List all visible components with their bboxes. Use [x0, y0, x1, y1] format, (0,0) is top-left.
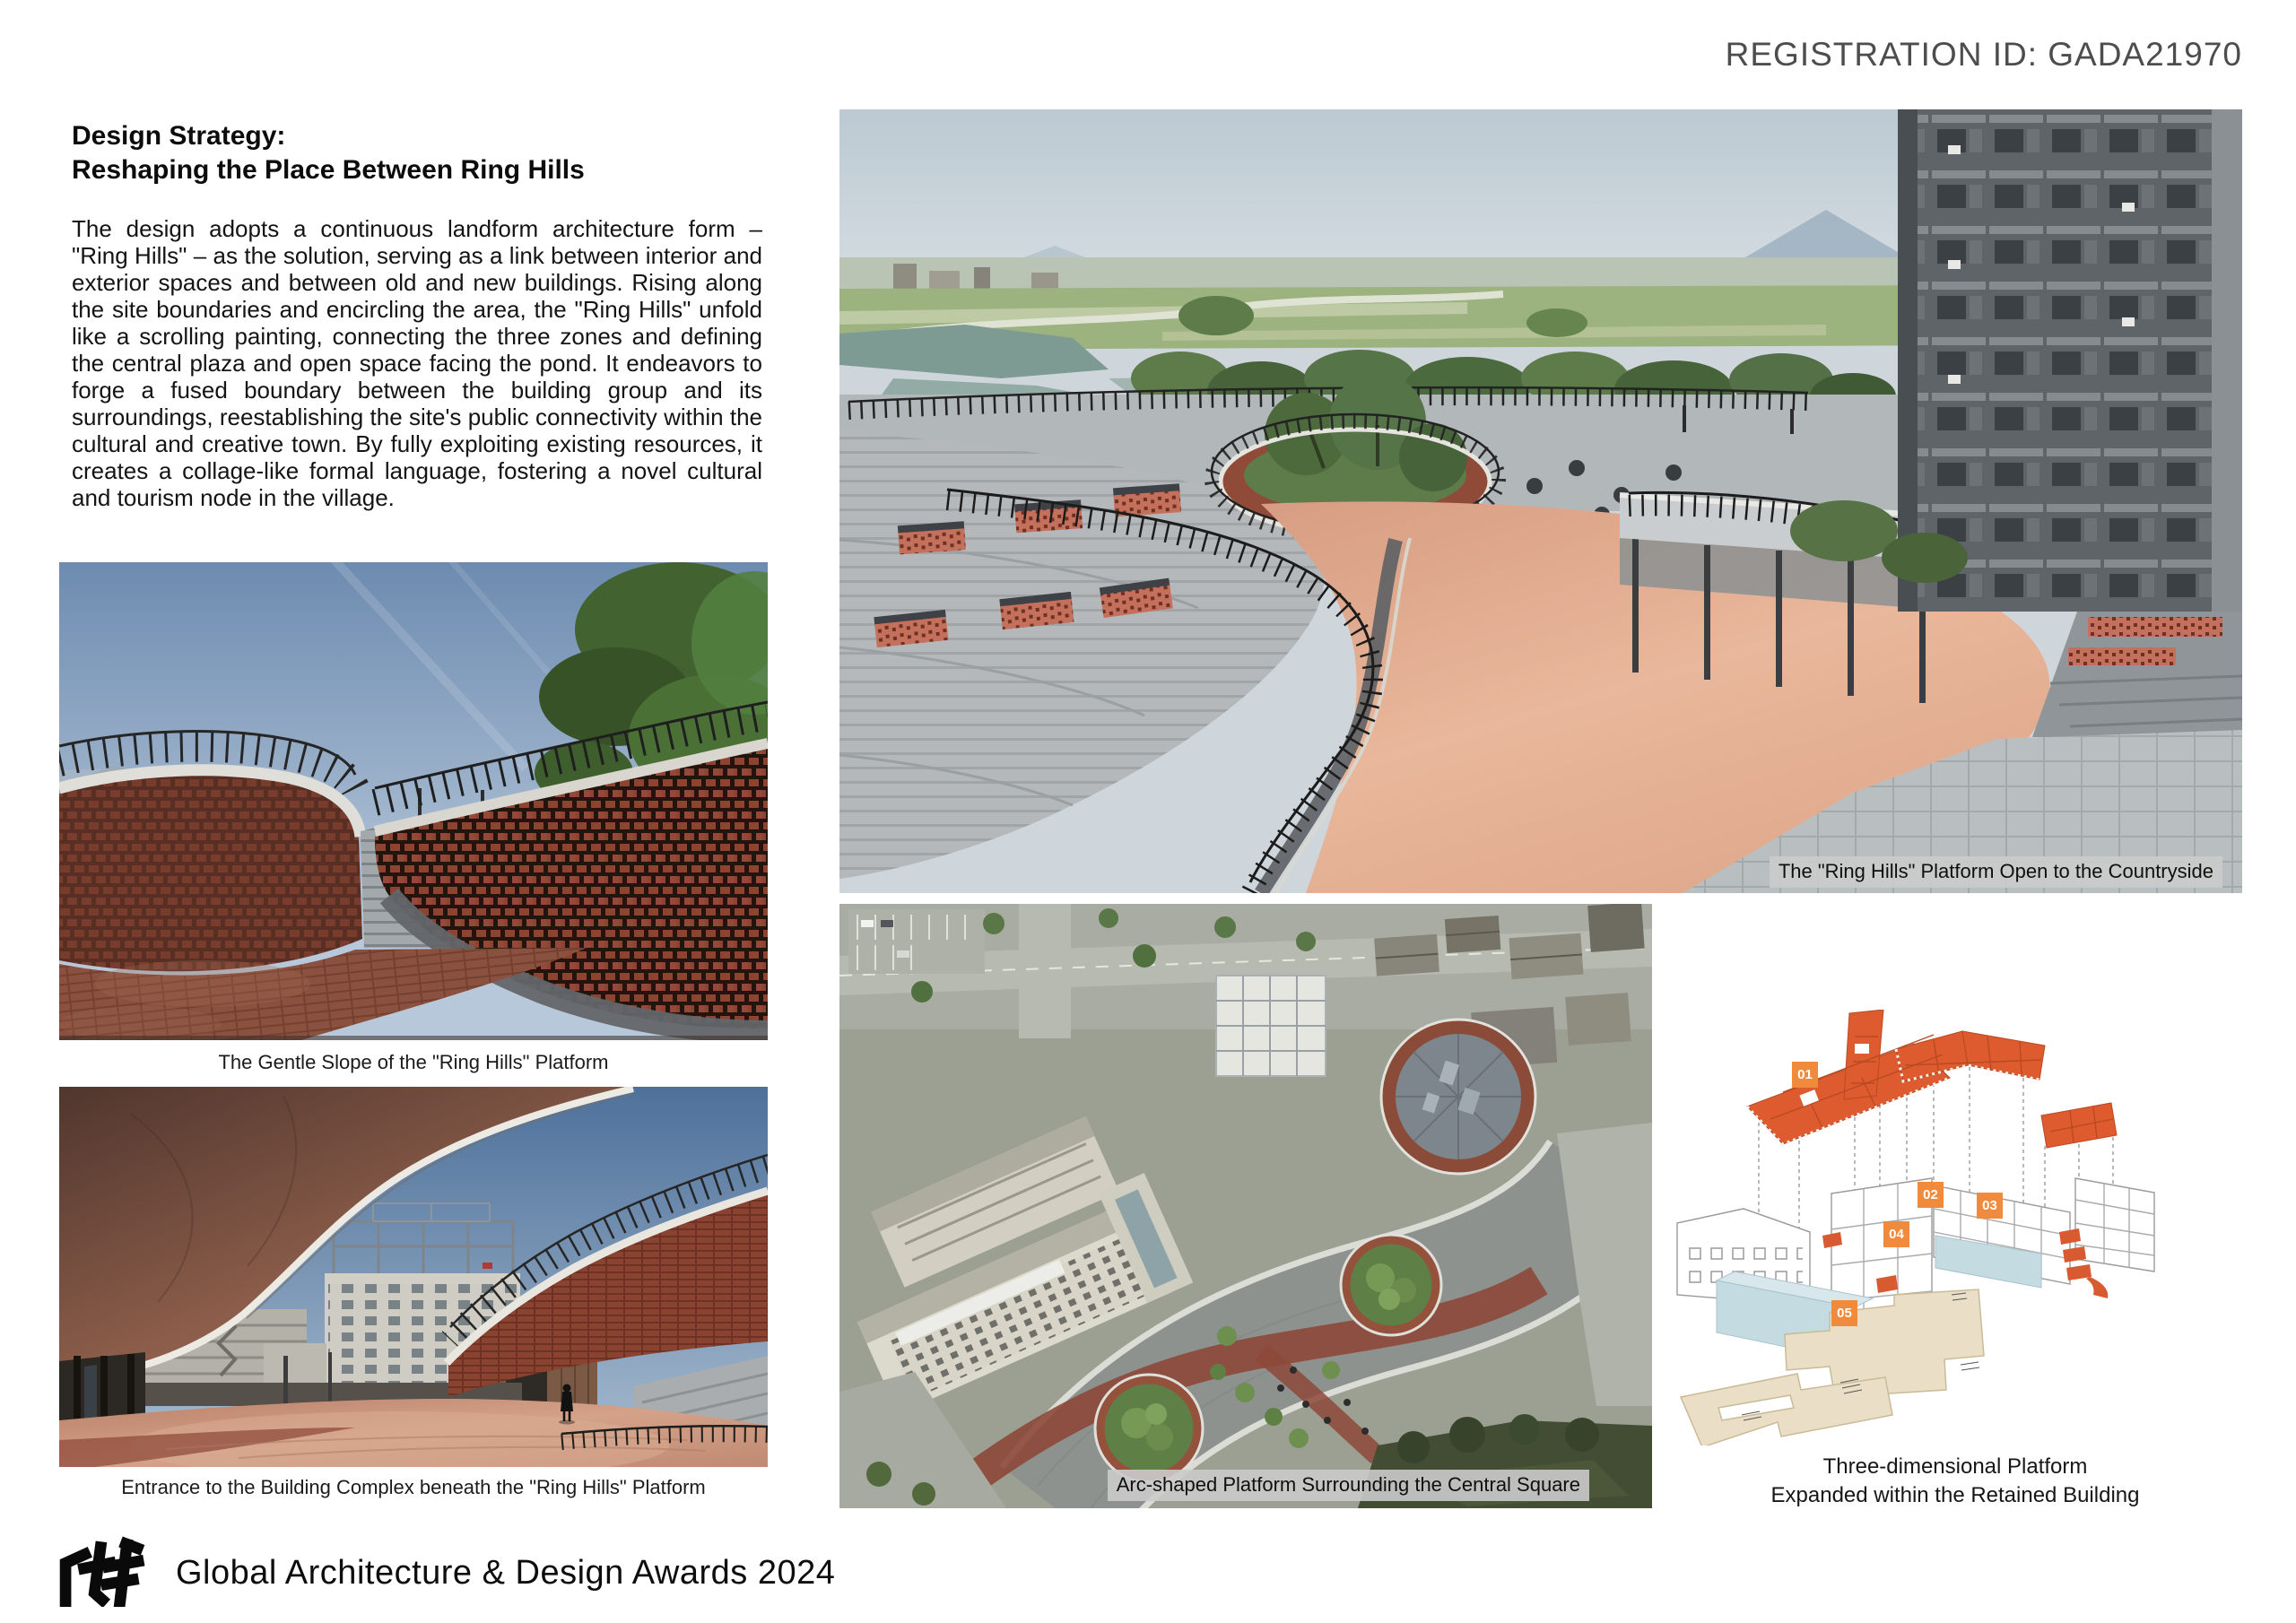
- award-title: Global Architecture & Design Awards 2024: [176, 1554, 836, 1592]
- page-title: [72, 119, 585, 187]
- rtf-logo: [52, 1533, 158, 1607]
- photo-aerial-art: [839, 904, 1652, 1508]
- diagram-tag-01: 01: [1792, 1062, 1818, 1088]
- diagram-art: [1665, 1010, 2246, 1445]
- caption-diagram: [1665, 1453, 2246, 1510]
- diagram-tag-05: 05: [1831, 1300, 1857, 1326]
- photo-countryside-art: [839, 109, 2242, 893]
- photo-entrance-art: [59, 1087, 768, 1467]
- photo-countryside: [839, 109, 2242, 893]
- photo-aerial: [839, 904, 1652, 1508]
- diagram-tag-04: 04: [1883, 1221, 1909, 1247]
- diagram-three-dimensional-platform: [1665, 1010, 2246, 1445]
- steel-frame-building: [1216, 976, 1326, 1076]
- photo-entrance: [59, 1087, 768, 1467]
- caption-diagram-line-1: Three-dimensional Platform: [1822, 1454, 2088, 1479]
- strategy-paragraph: The design adopts a continuous landform architecture form – "Ring Hills" – as the solution, serving as a link between interior and exterior spaces and between old and new buildings. Rising along the site boundaries and encircling the area, the "Ring Hills" unfold like a scrolling painting, connecting the three zones and defining the central plaza and open space facing the pond. It endeavors to forge a fused boundary between the building group and its surroundings, reestablishing the site's public connectivity within the cultural and creative town. By fully exploiting existing resources, it creates a collage-like formal language, fostering a novel cultural and tourism node in the village.: [72, 215, 762, 511]
- diagram-tag-02: 02: [1918, 1182, 1944, 1208]
- caption-aerial: Arc-shaped Platform Surrounding the Central Square: [1108, 1470, 1589, 1501]
- caption-countryside: The "Ring Hills" Platform Open to the Countryside: [1770, 856, 2222, 888]
- caption-entrance: Entrance to the Building Complex beneath the "Ring Hills" Platform: [121, 1476, 706, 1498]
- photo-gentle-slope: [59, 562, 768, 1040]
- registration-id: REGISTRATION ID: GADA21970: [1725, 36, 2242, 73]
- title-line-2: Reshaping the Place Between Ring Hills: [72, 155, 585, 185]
- rtf-logo-icon: [52, 1533, 158, 1607]
- diagram-tag-03: 03: [1977, 1193, 2003, 1219]
- title-line-1: Design Strategy:: [72, 121, 286, 151]
- caption-diagram-line-2: Expanded within the Retained Building: [1770, 1483, 2140, 1507]
- round-building: [1381, 1020, 1535, 1174]
- photo-gentle-slope-art: [59, 562, 768, 1040]
- caption-gentle-slope: The Gentle Slope of the "Ring Hills" Platform: [218, 1051, 609, 1073]
- residential-building: [1898, 109, 2242, 612]
